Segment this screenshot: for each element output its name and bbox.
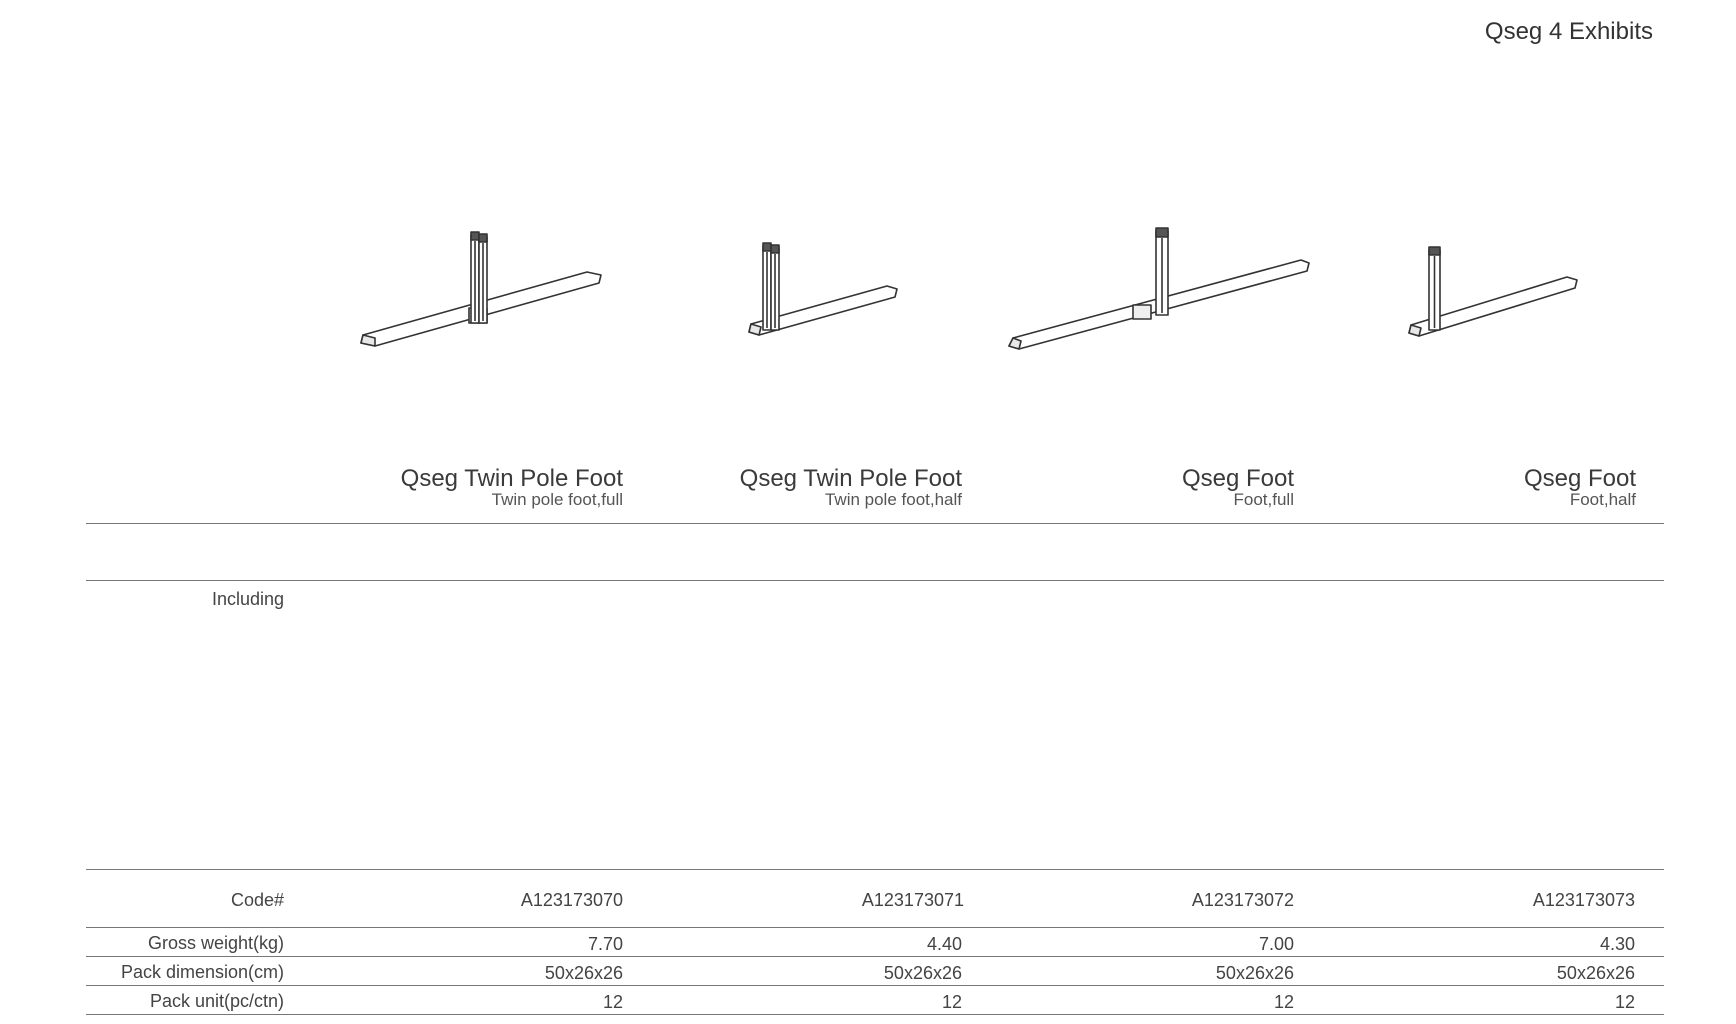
foot-full-illustration [1005, 225, 1325, 365]
product-subtitle-3: Foot,full [1233, 490, 1294, 509]
twin-pole-foot-half-illustration [745, 240, 905, 350]
code-value: A123173073 [1532, 890, 1635, 910]
foot-half-illustration [1405, 245, 1585, 350]
dimension-value: 50x26x26 [883, 963, 962, 983]
divider [86, 985, 1664, 986]
weight-value: 7.00 [1258, 934, 1294, 954]
weight-value: 4.30 [1599, 934, 1635, 954]
code-value: A123173070 [520, 890, 623, 910]
dimension-value: 50x26x26 [1556, 963, 1635, 983]
code-value: A123173072 [1191, 890, 1294, 910]
dimension-value: 50x26x26 [544, 963, 623, 983]
product-name-2: Qseg Twin Pole Foot [739, 465, 962, 492]
unit-value: 12 [602, 992, 623, 1012]
code-value: A123173071 [861, 890, 964, 910]
divider [86, 956, 1664, 957]
twin-pole-foot-full-illustration [355, 225, 615, 360]
including-label: Including [211, 589, 284, 609]
product-subtitle-2: Twin pole foot,half [824, 490, 962, 509]
unit-value: 12 [941, 992, 962, 1012]
unit-value: 12 [1273, 992, 1294, 1012]
weight-value: 4.40 [926, 934, 962, 954]
product-subtitle-4: Foot,half [1569, 490, 1636, 509]
divider [86, 523, 1664, 524]
dimension-label: Pack dimension(cm) [120, 962, 284, 982]
weight-value: 7.70 [587, 934, 623, 954]
page-title: Qseg 4 Exhibits [1484, 18, 1653, 45]
unit-label: Pack unit(pc/ctn) [149, 991, 284, 1011]
code-label: Code# [230, 890, 284, 910]
divider [86, 927, 1664, 928]
divider [86, 869, 1664, 870]
product-name-1: Qseg Twin Pole Foot [400, 465, 623, 492]
divider [86, 1014, 1664, 1015]
unit-value: 12 [1614, 992, 1635, 1012]
product-subtitle-1: Twin pole foot,full [491, 490, 623, 509]
dimension-value: 50x26x26 [1215, 963, 1294, 983]
divider [86, 580, 1664, 581]
product-name-4: Qseg Foot [1523, 465, 1636, 492]
weight-label: Gross weight(kg) [147, 933, 284, 953]
product-name-3: Qseg Foot [1181, 465, 1294, 492]
